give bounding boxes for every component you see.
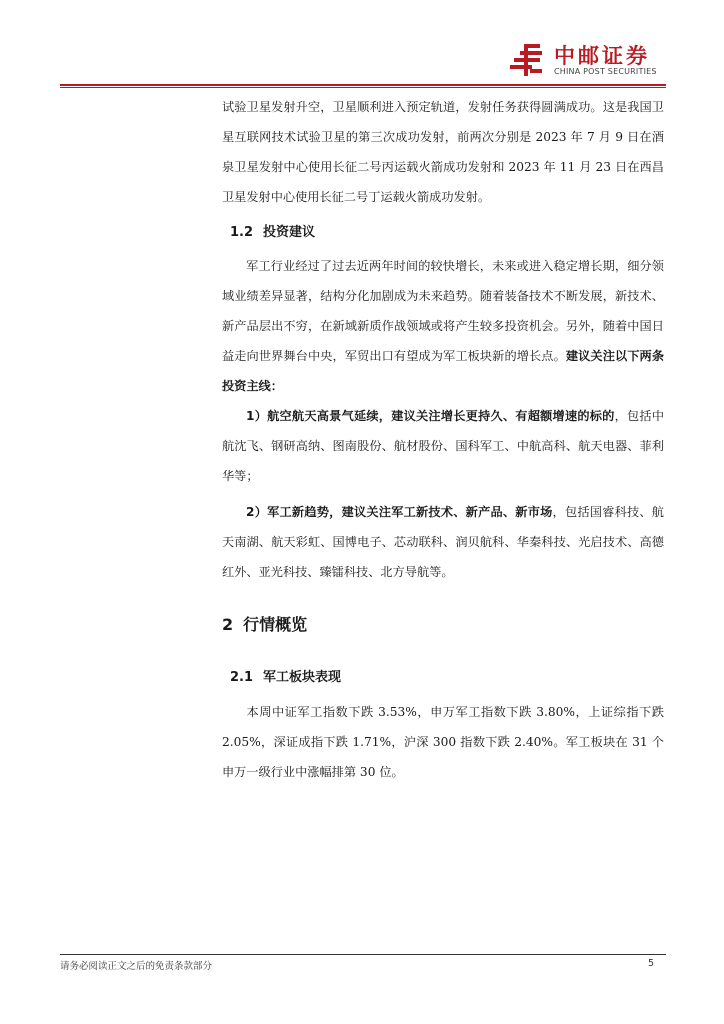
section-number: 1.2: [230, 225, 254, 240]
line-1-stocks: ，包括中航沈飞、钢研高纳、图南股份、航材股份、国科军工、中航高科、航天电器、菲利华等；: [222, 409, 665, 483]
section-number: 2.1: [230, 670, 254, 685]
investment-line-1: [222, 401, 664, 491]
section-title: 投资建议: [263, 225, 316, 240]
market-paragraph: [222, 697, 664, 787]
section-heading-1-2: [230, 221, 315, 240]
line-1-emphasis: 1）航空航天高景气延续，建议关注增长更持久、有超额增速的标的: [246, 409, 615, 423]
line-2-stocks: ，包括国睿科技、航天南湖、航天彩虹、国博电子、芯动联科、润贝航科、华秦科技、光启技术、高德红外、亚光科技、臻镭科技、北方导航等。: [222, 505, 664, 579]
section-title: 行情概览: [243, 615, 308, 634]
footer-divider: [60, 954, 666, 955]
section-title: 军工板块表现: [263, 670, 342, 685]
market-text: 本周中证军工指数下跌 3.53%，申万军工指数下跌 3.80%，上证综指下跌 2.05%，深证成指下跌 1.71%，沪深 300 指数下跌 2.40%。军工板块在 31 个申万一级行业中涨幅排第 30 位。: [222, 705, 664, 779]
investment-paragraph: [222, 251, 664, 401]
investment-emphasis: 建议关注以下两条投资主线：: [222, 349, 665, 393]
company-logo: [510, 40, 670, 84]
intro-paragraph: 试验卫星发射升空，卫星顺利进入预定轨道，发射任务获得圆满成功。这是我国卫星互联网技术试验卫星的第三次成功发射，前两次分别是 2023 年 7 月 9 日在酒泉卫星发射中心使用长征二号丙运载火箭成功发射和 2023 年 11 月 23 日在西昌卫星发射中心使用长征二号丁运载火箭成功发射。: [222, 100, 664, 204]
line-2-emphasis: 2）军工新趋势，建议关注军工新技术、新产品、新市场: [246, 505, 553, 519]
footer-disclaimer: 请务必阅读正文之后的免责条款部分: [60, 961, 213, 972]
header-divider: [60, 84, 666, 86]
investment-line-2: [222, 497, 664, 587]
section-number: 2: [222, 615, 234, 634]
section-heading-2-1: [230, 666, 341, 685]
section-heading-2: [222, 612, 307, 635]
page-number: 5: [648, 958, 655, 969]
logo-chinese-name: 中邮证券: [554, 44, 650, 68]
logo-english-name: CHINA POST SECURITIES: [554, 67, 657, 76]
header-divider-thin: [60, 87, 666, 88]
investment-text: 军工行业经过了过去近两年时间的较快增长，未来或进入稳定增长期，细分领域业绩差异显著，结构分化加剧成为未来趋势。随着装备技术不断发展，新技术、新产品层出不穷，在新域新质作战领域或将产生较多投资机会。另外，随着中国日益走向世界舞台中央，军贸出口有望成为军工板块新的增长点。: [222, 259, 664, 363]
china-post-logo-icon: [510, 43, 544, 77]
